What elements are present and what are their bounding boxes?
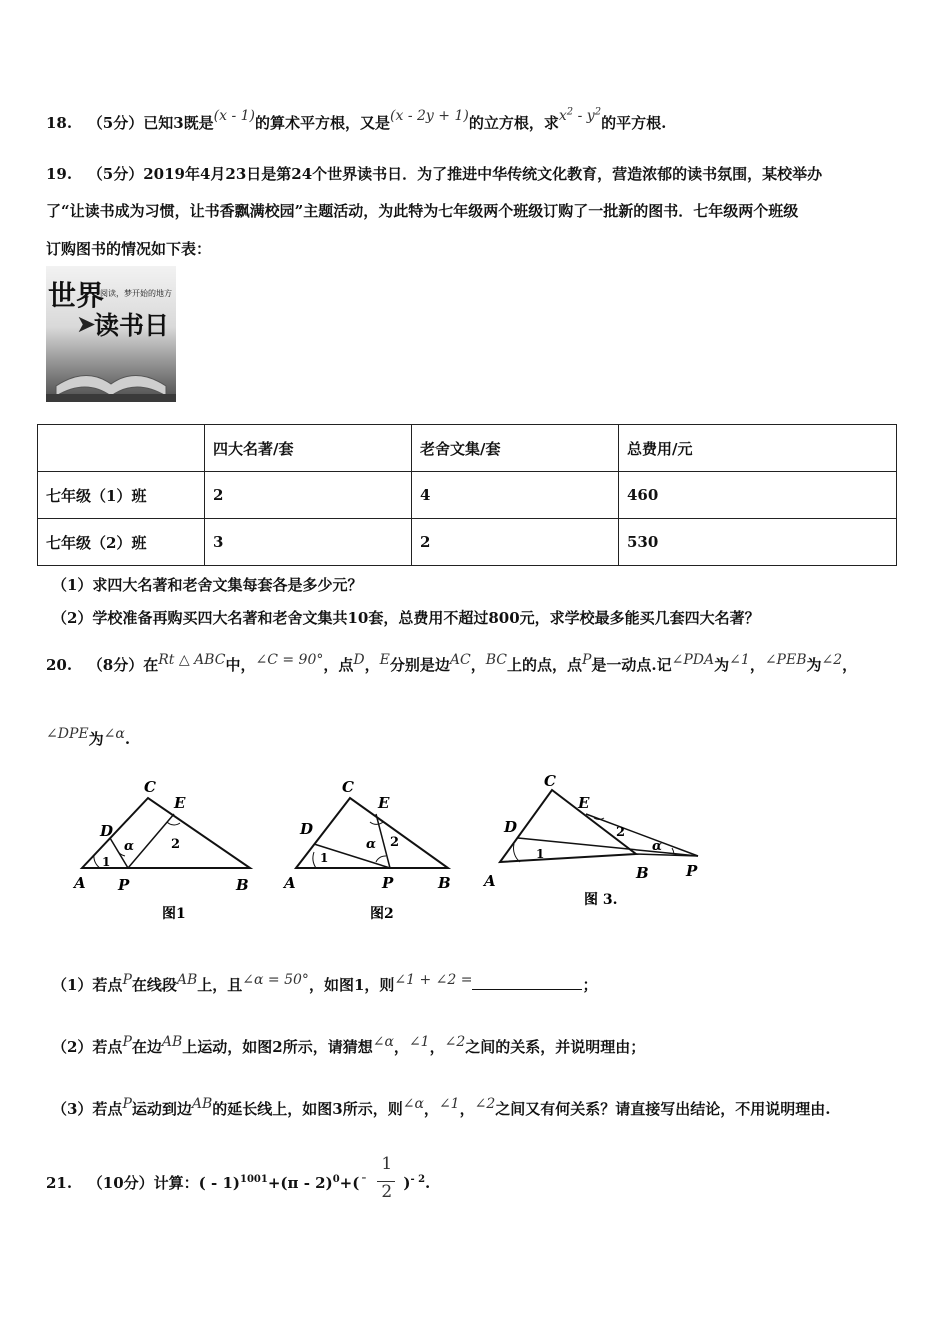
question-score: （10分） xyxy=(87,1174,154,1192)
question-score: （8分） xyxy=(87,656,144,674)
table-cell: 七年级（2）班 xyxy=(38,519,205,566)
question-score: （5分） xyxy=(87,114,144,132)
book-icon xyxy=(46,346,176,402)
punctuation: ， xyxy=(429,1038,445,1056)
poster-title-top: 世界 xyxy=(48,279,105,312)
table-header-cell: 四大名著/套 xyxy=(205,425,412,472)
question-21 xyxy=(46,1154,431,1208)
question-text: 上，且 xyxy=(197,976,243,994)
vertex-label: A xyxy=(74,874,86,892)
book-order-table xyxy=(37,424,897,566)
vertex-label: D xyxy=(100,822,114,840)
punctuation: ， xyxy=(393,1038,409,1056)
vertex-label: E xyxy=(174,794,186,812)
angle-label: 1 xyxy=(536,847,545,861)
question-text: 的立方根，求 xyxy=(468,114,559,132)
math-angle: ∠α xyxy=(372,1034,394,1050)
question-text: 在 xyxy=(143,656,159,674)
math-var: BC xyxy=(485,652,507,668)
question-text: 上的点，点 xyxy=(506,656,582,674)
vertex-label: B xyxy=(236,876,249,894)
poster-slogan: 阅读，梦开始的地方 xyxy=(100,289,172,298)
math-var: AB xyxy=(191,1096,213,1112)
math-var: D xyxy=(353,652,365,668)
math-angle: ∠α xyxy=(402,1096,424,1112)
punctuation: ， xyxy=(749,656,765,674)
math-expression: ∠C = 90° xyxy=(255,652,324,668)
table-header-row xyxy=(38,425,897,472)
question-text: ，如图1，则 xyxy=(308,976,395,994)
punctuation: ， xyxy=(842,656,858,674)
angle-label: 2 xyxy=(171,837,181,852)
bird-icon: ➤ xyxy=(76,310,97,338)
vertex-label: E xyxy=(378,794,390,812)
question-19-line-1 xyxy=(46,163,822,184)
question-text: 为 xyxy=(806,656,822,674)
math-angle: ∠PDA xyxy=(671,652,715,668)
math-var: AB xyxy=(176,972,198,988)
math-var: AB xyxy=(161,1034,183,1050)
vertex-label: B xyxy=(438,874,451,892)
question-text: 之间又有何关系？请直接写出结论，不用说明理由. xyxy=(495,1100,831,1118)
question-number: 21. xyxy=(46,1174,73,1192)
question-number: 18. xyxy=(46,114,73,132)
question-number: 19. xyxy=(46,165,73,183)
question-text: ，点 xyxy=(323,656,354,674)
math-var: AC xyxy=(449,652,471,668)
math-angle: ∠2 xyxy=(821,652,843,668)
figure-caption: 图 3. xyxy=(584,892,618,908)
question-text: 上运动，如图2所示，请猜想 xyxy=(182,1038,373,1056)
figure-caption: 图2 xyxy=(370,906,394,922)
punctuation: ， xyxy=(364,656,380,674)
math-expression: (x - 1) xyxy=(213,108,256,124)
punctuation: ， xyxy=(470,656,486,674)
triangle-figure-3 xyxy=(476,770,716,920)
punctuation: ， xyxy=(459,1100,475,1118)
question-text: 为 xyxy=(714,656,730,674)
figure-caption: 图1 xyxy=(162,906,186,922)
vertex-label: P xyxy=(118,876,130,894)
answer-blank[interactable] xyxy=(472,975,582,990)
fraction-sign: - xyxy=(361,1168,367,1186)
question-text: 在边 xyxy=(131,1038,162,1056)
question-19-line-2: 了“让读书成为习惯，让书香飘满校园”主题活动，为此特为七年级两个班级订购了一批新的图书．七年级两个班级 xyxy=(46,202,799,220)
math-var: P xyxy=(582,652,592,668)
fraction-numerator: 1 xyxy=(381,1154,393,1174)
vertex-label: E xyxy=(578,794,590,812)
angle-label: 2 xyxy=(390,835,400,850)
math-angle: ∠2 xyxy=(444,1034,466,1050)
question-text: 在线段 xyxy=(131,976,177,994)
question-20-sub-2 xyxy=(52,1036,645,1057)
punctuation: . xyxy=(425,1174,431,1192)
question-19-sub-2: （2）学校准备再购买四大名著和老舍文集共10套，总费用不超过800元，求学校最多能买几套四大名著？ xyxy=(52,609,760,627)
math-exponent: - 2 xyxy=(410,1174,426,1185)
question-text: 的延长线上，如图3所示，则 xyxy=(212,1100,403,1118)
triangle-figure-2 xyxy=(280,770,470,930)
vertex-label: D xyxy=(504,818,518,836)
math-expression xyxy=(559,108,601,124)
question-text: （2）若点 xyxy=(52,1038,123,1056)
table-header-cell: 总费用/元 xyxy=(619,425,897,472)
math-exponent: 1001 xyxy=(239,1174,268,1185)
table-row xyxy=(38,519,897,566)
vertex-label: B xyxy=(636,864,649,882)
triangle-figure-1 xyxy=(70,770,270,930)
vertex-label: C xyxy=(342,778,354,796)
question-number: 20. xyxy=(46,656,73,674)
table-header-cell xyxy=(38,425,205,472)
question-text: 的平方根. xyxy=(601,114,667,132)
table-cell: 七年级（1）班 xyxy=(38,472,205,519)
math-var: - y xyxy=(577,108,595,124)
math-exponent: 0 xyxy=(332,1174,340,1185)
fraction xyxy=(359,1154,403,1208)
question-19-sub-1: （1）求四大名著和老舍文集每套各是多少元？ xyxy=(52,576,363,594)
angle-label: 1 xyxy=(102,855,111,869)
vertex-label: A xyxy=(484,872,496,890)
question-text: （3）若点 xyxy=(52,1100,123,1118)
question-20-line-1 xyxy=(46,654,857,675)
angle-label: α xyxy=(366,837,377,852)
question-text: 已知3既是 xyxy=(143,114,214,132)
math-angle: ∠1 xyxy=(408,1034,430,1050)
question-text: 计算： xyxy=(153,1174,199,1192)
table-cell: 2 xyxy=(412,519,619,566)
math-expression: +(π - 2) xyxy=(267,1174,333,1192)
question-text: 之间的关系，并说明理由； xyxy=(465,1038,646,1056)
math-expression: (x - 2y + 1) xyxy=(390,108,469,124)
vertex-label: P xyxy=(382,874,394,892)
question-20-line-2 xyxy=(46,728,130,749)
vertex-label: C xyxy=(544,772,556,790)
table-cell: 3 xyxy=(205,519,412,566)
question-19-line-3: 订购图书的情况如下表： xyxy=(46,240,212,258)
math-expression: ) xyxy=(403,1174,411,1192)
table-cell: 4 xyxy=(412,472,619,519)
math-expression: +( xyxy=(339,1174,360,1192)
math-angle: ∠PEB xyxy=(764,652,807,668)
math-expression: ∠1 + ∠2 = xyxy=(394,972,473,988)
punctuation: ， xyxy=(423,1100,439,1118)
angle-label: 2 xyxy=(616,825,626,840)
math-angle: ∠1 xyxy=(729,652,750,668)
question-text: 的算术平方根，又是 xyxy=(255,114,391,132)
question-18 xyxy=(46,106,667,133)
question-20-sub-1 xyxy=(52,974,598,995)
math-expression: ∠α = 50° xyxy=(242,972,309,988)
math-var: P xyxy=(122,972,132,988)
question-text: 是一动点.记 xyxy=(591,656,672,674)
fraction-denominator: 2 xyxy=(381,1182,393,1202)
math-var: P xyxy=(122,1034,132,1050)
math-expression: ( - 1) xyxy=(198,1174,240,1192)
math-angle: ∠DPE xyxy=(46,726,89,742)
question-20-sub-3 xyxy=(52,1098,830,1119)
math-angle: ∠1 xyxy=(438,1096,460,1112)
poster-title-bottom: 读书日 xyxy=(94,311,170,340)
math-expression: Rt △ ABC xyxy=(158,652,226,668)
math-exponent: 2 xyxy=(594,106,602,118)
table-row xyxy=(38,472,897,519)
punctuation: ； xyxy=(582,976,598,994)
table-cell: 460 xyxy=(619,472,897,519)
vertex-label: C xyxy=(144,778,156,796)
question-text: 中， xyxy=(225,656,256,674)
math-var: P xyxy=(122,1096,132,1112)
question-score: （5分） xyxy=(87,165,144,183)
math-exponent: 2 xyxy=(566,106,574,118)
math-var: E xyxy=(379,652,390,668)
angle-label: 1 xyxy=(320,851,329,865)
world-book-day-poster xyxy=(46,266,176,402)
vertex-label: A xyxy=(284,874,296,892)
table-cell: 530 xyxy=(619,519,897,566)
table-header-cell: 老舍文集/套 xyxy=(412,425,619,472)
vertex-label: D xyxy=(300,820,314,838)
math-angle: ∠2 xyxy=(474,1096,496,1112)
vertex-label: P xyxy=(686,862,698,880)
question-text: 为 xyxy=(88,730,104,748)
question-text: （1）若点 xyxy=(52,976,123,994)
table-cell: 2 xyxy=(205,472,412,519)
question-text: 分别是边 xyxy=(389,656,450,674)
math-var: x xyxy=(558,108,567,124)
question-text: 2019年4月23日是第24个世界读书日．为了推进中华传统文化教育，营造浓郁的读书氛围，某校举办 xyxy=(143,165,823,183)
punctuation: . xyxy=(124,730,131,748)
angle-label: α xyxy=(124,839,135,854)
question-text: 运动到边 xyxy=(131,1100,192,1118)
math-angle: ∠α xyxy=(103,726,125,742)
angle-label: α xyxy=(652,839,663,854)
